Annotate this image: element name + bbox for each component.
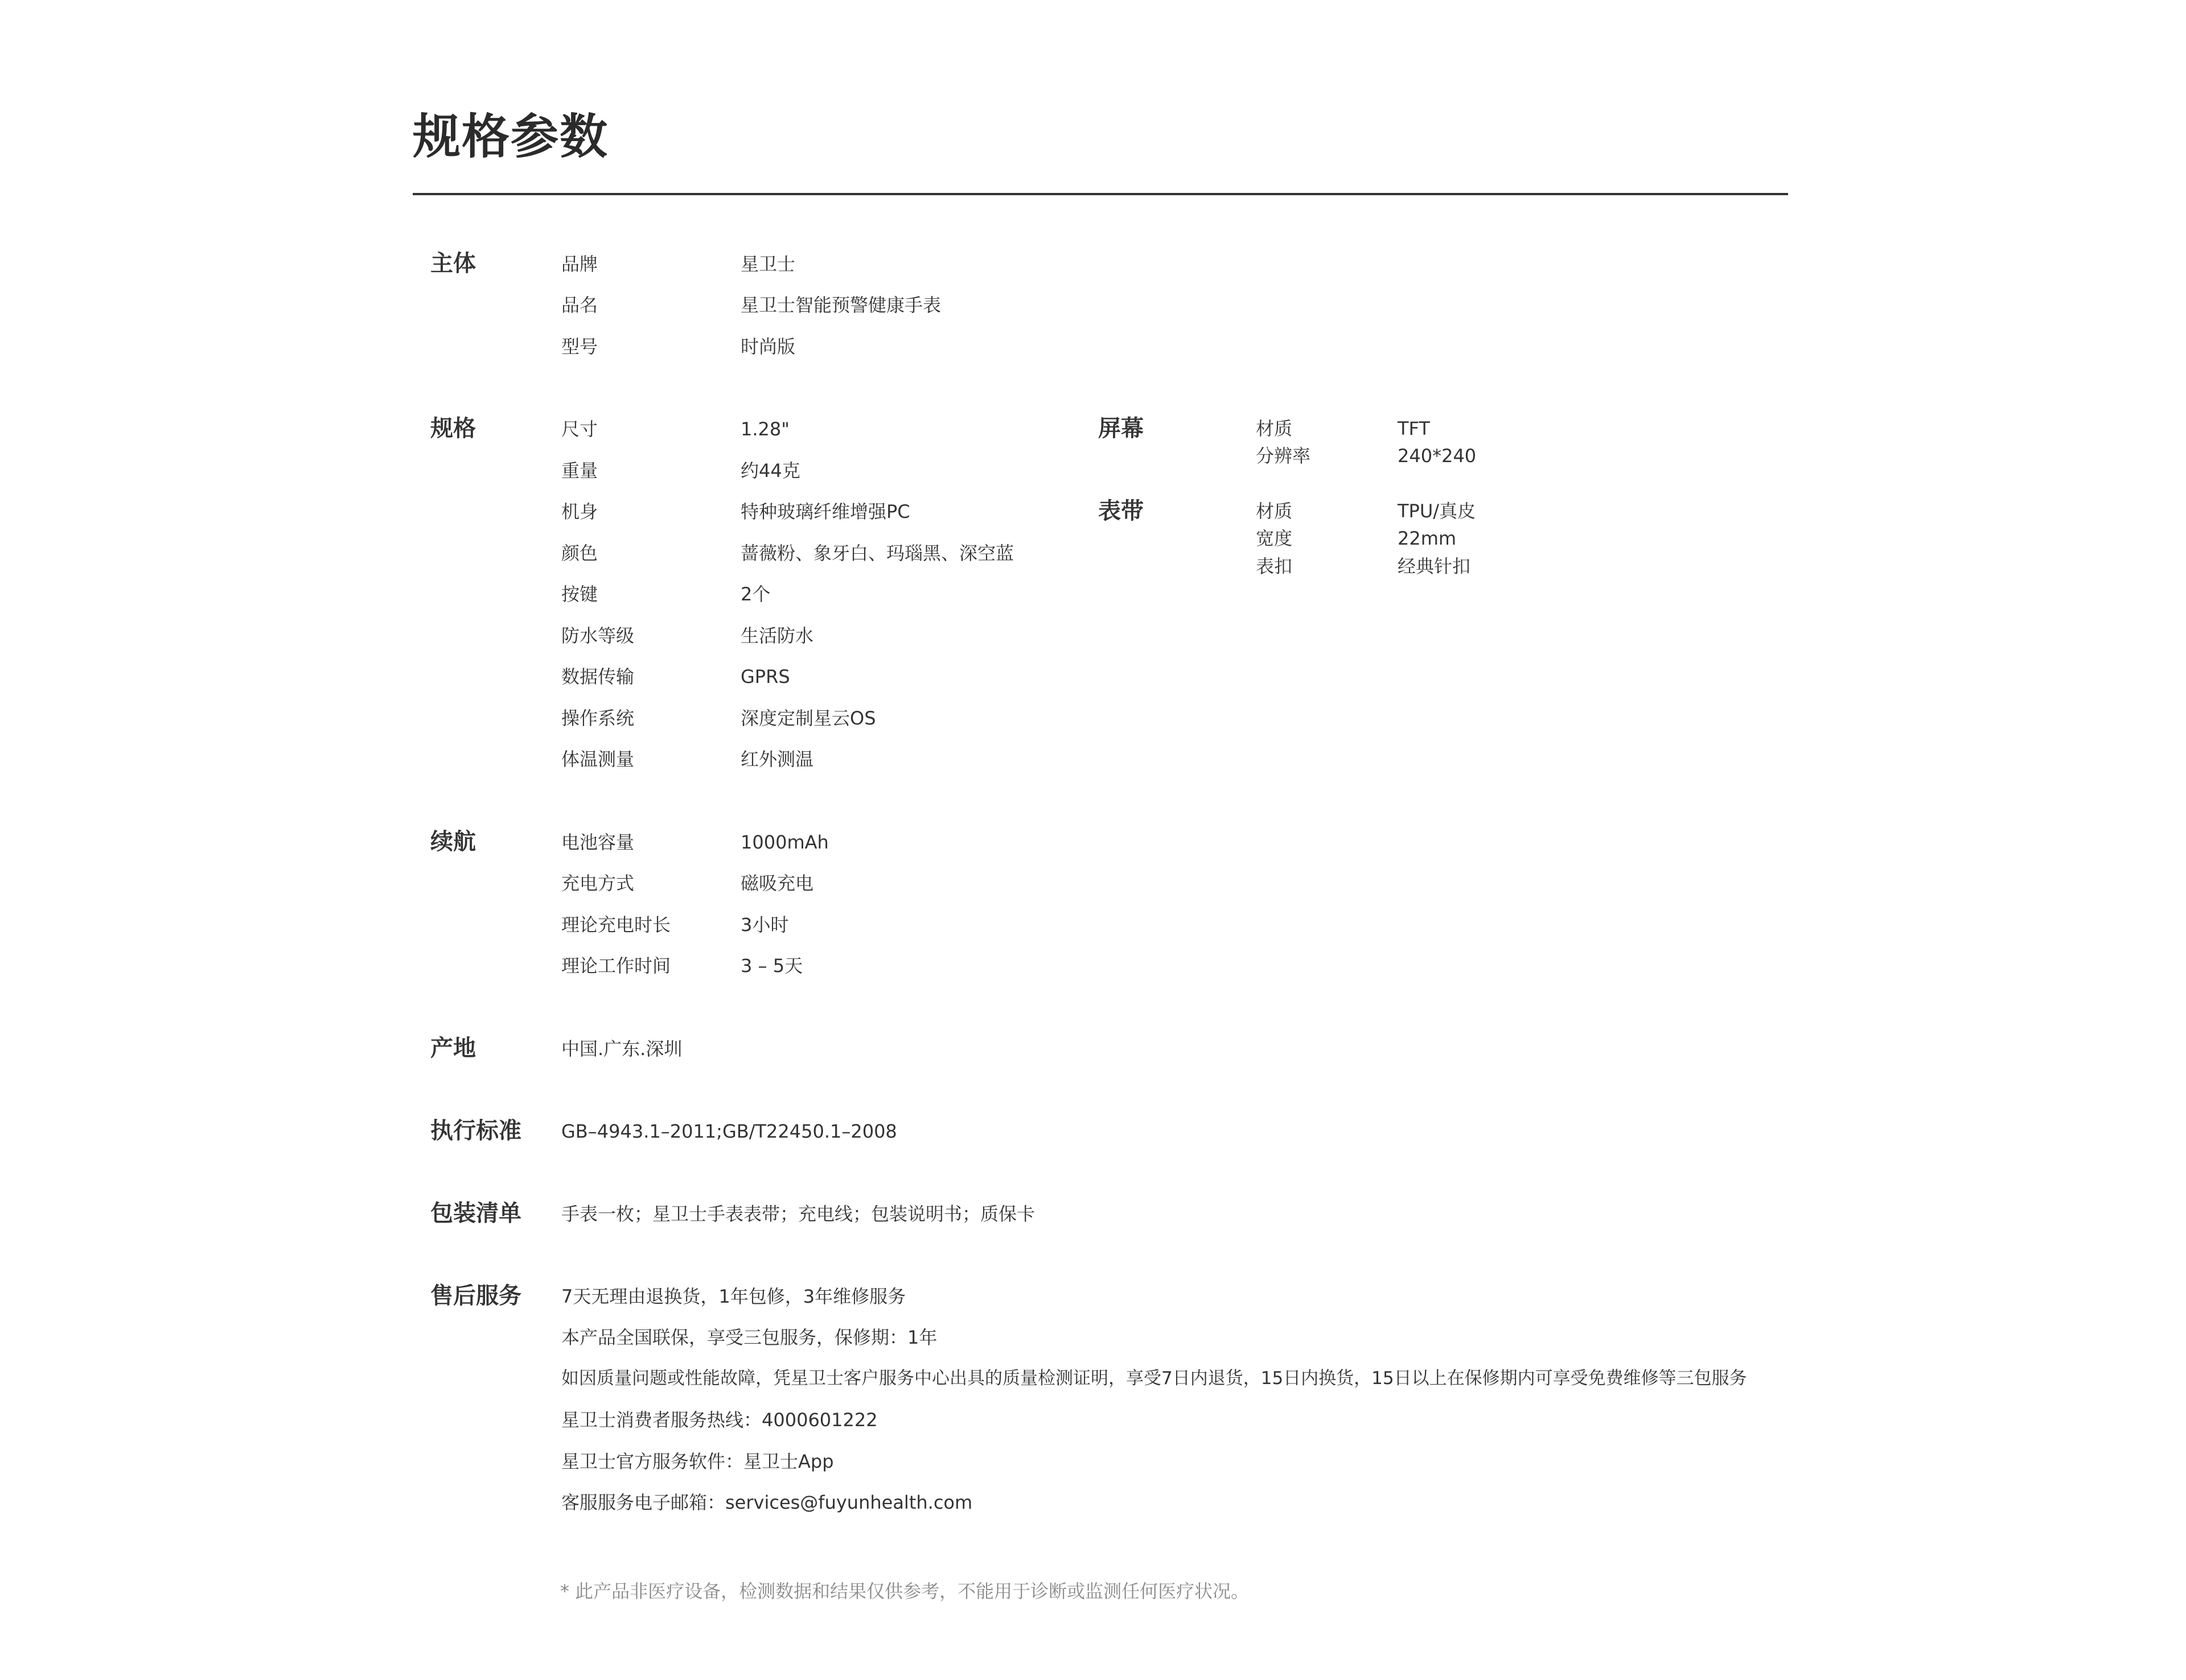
strap-key-material: 材质 <box>1256 500 1293 522</box>
spec-key-brand: 品牌 <box>561 253 598 275</box>
after-sales-line: 7天无理由退换货，1年包修，3年维修服务 <box>561 1286 906 1307</box>
spec-value-size: 1.28" <box>741 418 790 440</box>
strap-key-buckle: 表扣 <box>1256 555 1293 577</box>
spec-value-body: 特种玻璃纤维增强PC <box>741 501 910 522</box>
disclaimer-footnote: * 此产品非医疗设备，检测数据和结果仅供参考，不能用于诊断或监测任何医疗状况。 <box>560 1580 1250 1602</box>
section-label-screen: 屏幕 <box>1098 415 1144 442</box>
battery-key-capacity: 电池容量 <box>561 831 635 853</box>
spec-value-temperature: 红外测温 <box>741 748 814 770</box>
after-sales-line: 如因质量问题或性能故障，凭星卫士客户服务中心出具的质量检测证明，享受7日内退货，15日内换货，15日以上在保修期内可享受免费维修等三包服务 <box>561 1368 1747 1389</box>
screen-value-material: TFT <box>1398 418 1430 439</box>
spec-key-color: 颜色 <box>561 542 598 564</box>
strap-value-width: 22mm <box>1398 528 1457 549</box>
screen-key-material: 材质 <box>1256 418 1293 439</box>
battery-value-charge-time: 3小时 <box>741 914 789 936</box>
battery-value-capacity: 1000mAh <box>741 831 829 853</box>
spec-key-data-transfer: 数据传输 <box>561 666 635 687</box>
section-label-standard: 执行标准 <box>430 1118 521 1144</box>
spec-value-brand: 星卫士 <box>741 253 796 275</box>
standard-value: GB–4943.1–2011;GB/T22450.1–2008 <box>561 1121 897 1142</box>
spec-key-waterproof: 防水等级 <box>561 625 635 647</box>
spec-value-os: 深度定制星云OS <box>741 707 876 729</box>
spec-key-weight: 重量 <box>561 460 598 481</box>
spec-key-size: 尺寸 <box>561 418 598 440</box>
section-label-strap: 表带 <box>1098 498 1144 524</box>
section-label-battery: 续航 <box>430 829 476 855</box>
section-label-main-body: 主体 <box>430 250 476 277</box>
screen-key-resolution: 分辨率 <box>1256 445 1311 467</box>
battery-key-charging-method: 充电方式 <box>561 872 635 894</box>
battery-value-working-time: 3 – 5天 <box>741 955 803 977</box>
spec-key-body: 机身 <box>561 501 598 522</box>
battery-value-charging-method: 磁吸充电 <box>741 872 814 894</box>
after-sales-hotline: 星卫士消费者服务热线：4000601222 <box>561 1409 878 1431</box>
after-sales-line: 本产品全国联保，享受三包服务，保修期：1年 <box>561 1327 938 1348</box>
spec-key-buttons: 按键 <box>561 583 598 605</box>
battery-key-charge-time: 理论充电时长 <box>561 914 671 936</box>
section-label-origin: 产地 <box>430 1035 476 1061</box>
battery-key-working-time: 理论工作时间 <box>561 955 671 977</box>
spec-value-product-name: 星卫士智能预警健康手表 <box>741 294 942 316</box>
spec-key-model: 型号 <box>561 336 598 357</box>
page-title: 规格参数 <box>413 109 609 164</box>
package-value: 手表一枚；星卫士手表表带；充电线；包装说明书；质保卡 <box>561 1203 1036 1225</box>
section-label-specs: 规格 <box>430 415 476 442</box>
screen-value-resolution: 240*240 <box>1398 445 1477 467</box>
section-label-package: 包装清单 <box>430 1200 521 1226</box>
spec-value-weight: 约44克 <box>741 460 800 481</box>
strap-key-width: 宽度 <box>1256 528 1293 549</box>
after-sales-email: 客服服务电子邮箱：services@fuyunhealth.com <box>561 1492 973 1513</box>
section-label-after-sales: 售后服务 <box>430 1283 521 1309</box>
spec-key-product-name: 品名 <box>561 294 598 316</box>
spec-value-data-transfer: GPRS <box>741 666 790 687</box>
spec-value-waterproof: 生活防水 <box>741 625 814 647</box>
strap-value-buckle: 经典针扣 <box>1398 555 1471 577</box>
spec-value-buttons: 2个 <box>741 583 771 605</box>
spec-key-os: 操作系统 <box>561 707 635 729</box>
origin-value: 中国.广东.深圳 <box>561 1038 683 1060</box>
spec-key-temperature: 体温测量 <box>561 748 635 770</box>
spec-value-color: 蔷薇粉、象牙白、玛瑙黑、深空蓝 <box>741 542 1014 564</box>
after-sales-app: 星卫士官方服务软件：星卫士App <box>561 1451 834 1472</box>
strap-value-material: TPU/真皮 <box>1398 500 1476 522</box>
spec-value-model: 时尚版 <box>741 336 796 357</box>
title-divider <box>413 193 1788 195</box>
